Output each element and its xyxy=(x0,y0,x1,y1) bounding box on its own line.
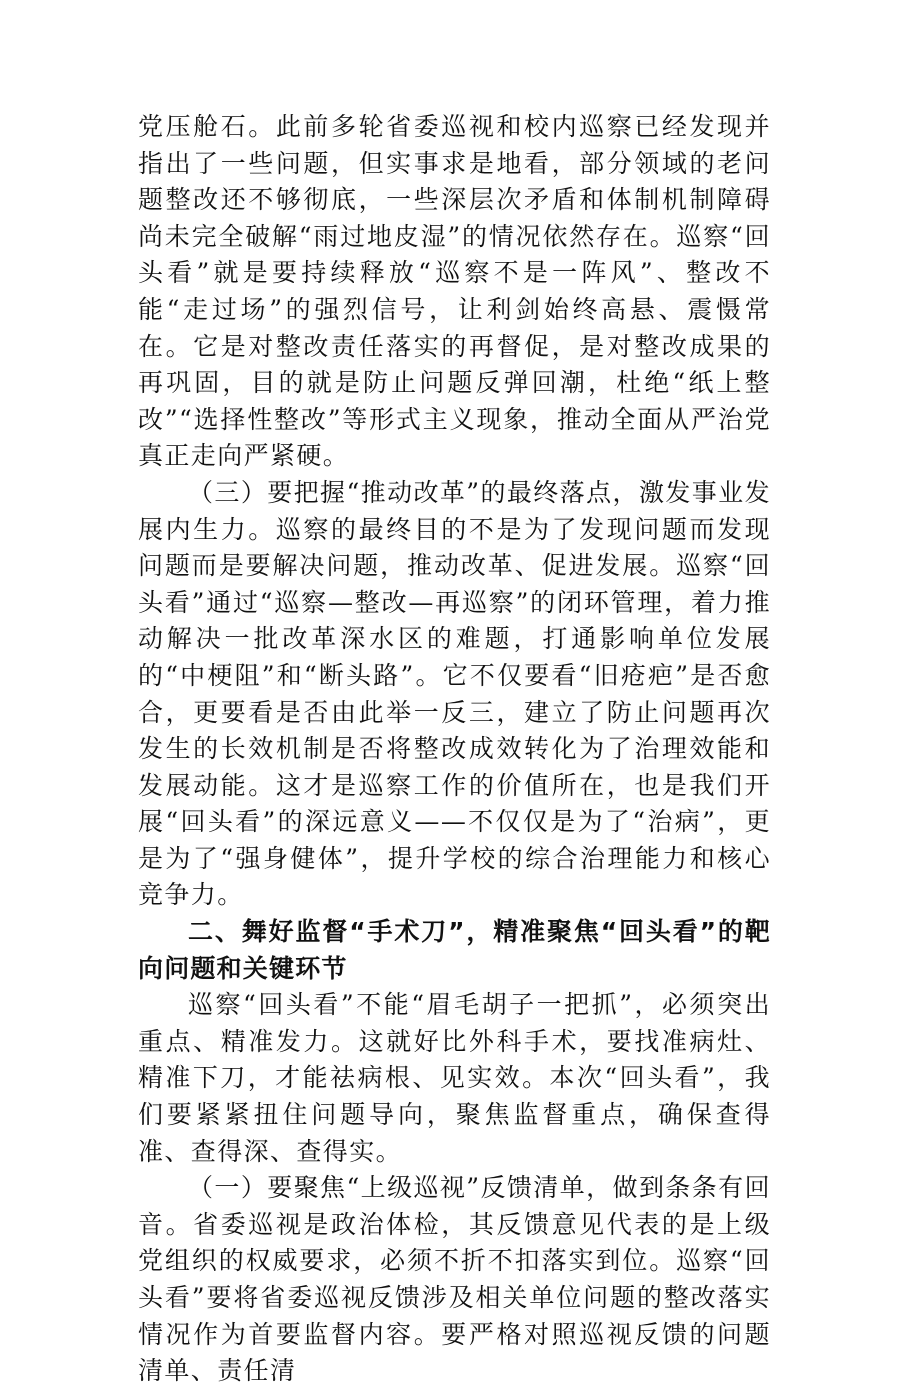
section-heading-2: 二、舞好监督“手术刀”，精准聚焦“回头看”的靶向问题和关键环节 xyxy=(138,917,771,983)
body-paragraph-4: （一）要聚焦“上级巡视”反馈清单，做到条条有回音。省委巡视是政治体检，其反馈意见代表的是上级党组织的权威要求，必须不折不扣落实到位。巡察“回头看”要将省委巡视反馈涉及相关单位问题的整改落实情况作为首要监督内容。要严格对照巡视反馈的问题清单、责任清 xyxy=(138,1173,771,1386)
body-paragraph-1: 党压舱石。此前多轮省委巡视和校内巡察已经发现并指出了一些问题，但实事求是地看，部分领域的老问题整改还不够彻底，一些深层次矛盾和体制机制障碍尚未完全破解“雨过地皮湿”的情况依然存在。巡察“回头看”就是要持续释放“巡察不是一阵风”、整改不能“走过场”的强烈信号，让利剑始终高悬、震慑常在。它是对整改责任落实的再督促，是对整改成果的再巩固，目的就是防止问题反弹回潮，杜绝“纸上整改”“选择性整改”等形式主义现象，推动全面从严治党真正走向严紧硬。 xyxy=(138,112,771,471)
body-paragraph-2: （三）要把握“推动改革”的最终落点，激发事业发展内生力。巡察的最终目的不是为了发现问题而发现问题而是要解决问题，推动改革、促进发展。巡察“回头看”通过“巡察—整改—再巡察”的闭环管理，着力推动解决一批改革深水区的难题，打通影响单位发展的“中梗阻”和“断头路”。它不仅要看“旧疮疤”是否愈合，更要看是否由此举一反三，建立了防止问题再次发生的长效机制是否将整改成效转化为了治理效能和发展动能。这才是巡察工作的价值所在，也是我们开展“回头看”的深远意义——不仅仅是为了“治病”，更是为了“强身健体”，提升学校的综合治理能力和核心竞争力。 xyxy=(138,477,771,910)
body-paragraph-3: 巡察“回头看”不能“眉毛胡子一把抓”，必须突出重点、精准发力。这就好比外科手术，要找准病灶、精准下刀，才能祛病根、见实效。本次“回头看”，我们要紧紧扭住问题导向，聚焦监督重点，确保查得准、查得深、查得实。 xyxy=(138,990,771,1166)
